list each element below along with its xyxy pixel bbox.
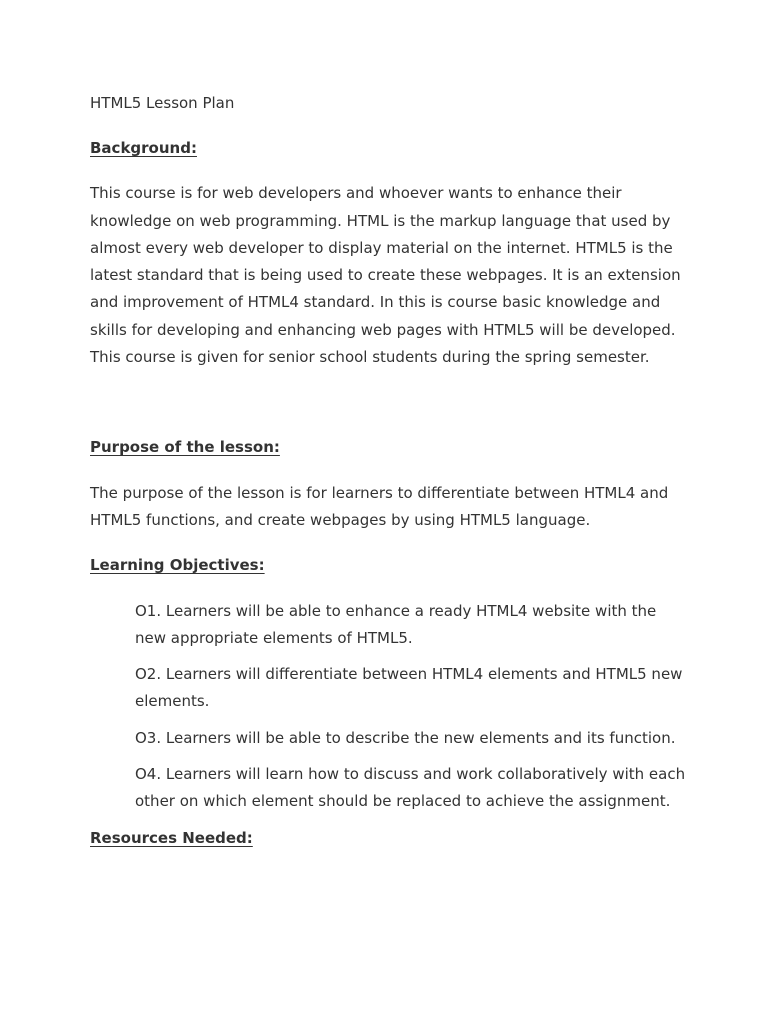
objectives-list (90, 598, 690, 816)
objective-item-2: O2. Learners will differentiate between HTML4 elements and HTML5 new elements. (135, 665, 683, 711)
objective-item-1: O1. Learners will be able to enhance a ready HTML4 website with the new appropriate elements of HTML5. (135, 601, 657, 647)
objective-item-3: O3. Learners will be able to describe the new elements and its function. (135, 728, 676, 747)
purpose-paragraph: The purpose of the lesson is for learners to differentiate between HTML4 and HTML5 functions, and create webpages by using HTML5 language. (90, 483, 669, 529)
objective-item-4: O4. Learners will learn how to discuss and work collaboratively with each other on which element should be replaced to achieve the assignment. (135, 765, 686, 811)
background-paragraph: This course is for web developers and whoever wants to enhance their knowledge on web programming. HTML is the markup language that used by almost every web developer to display material on the internet. HTML5 is the latest standard that is being used to create these webpages. It is an extension and improvement of HTML4 standard. In this is course basic knowledge and skills for developing and enhancing web pages with HTML5 will be developed. This course is given for senior school students during the spring semester. (90, 184, 681, 367)
document-title: HTML5 Lesson Plan (90, 94, 235, 112)
background-heading: Background: (90, 139, 197, 157)
objectives-heading: Learning Objectives: (90, 556, 265, 575)
resources-heading: Resources Needed: (90, 828, 253, 847)
document-page (90, 90, 690, 852)
purpose-heading: Purpose of the lesson: (90, 438, 280, 457)
